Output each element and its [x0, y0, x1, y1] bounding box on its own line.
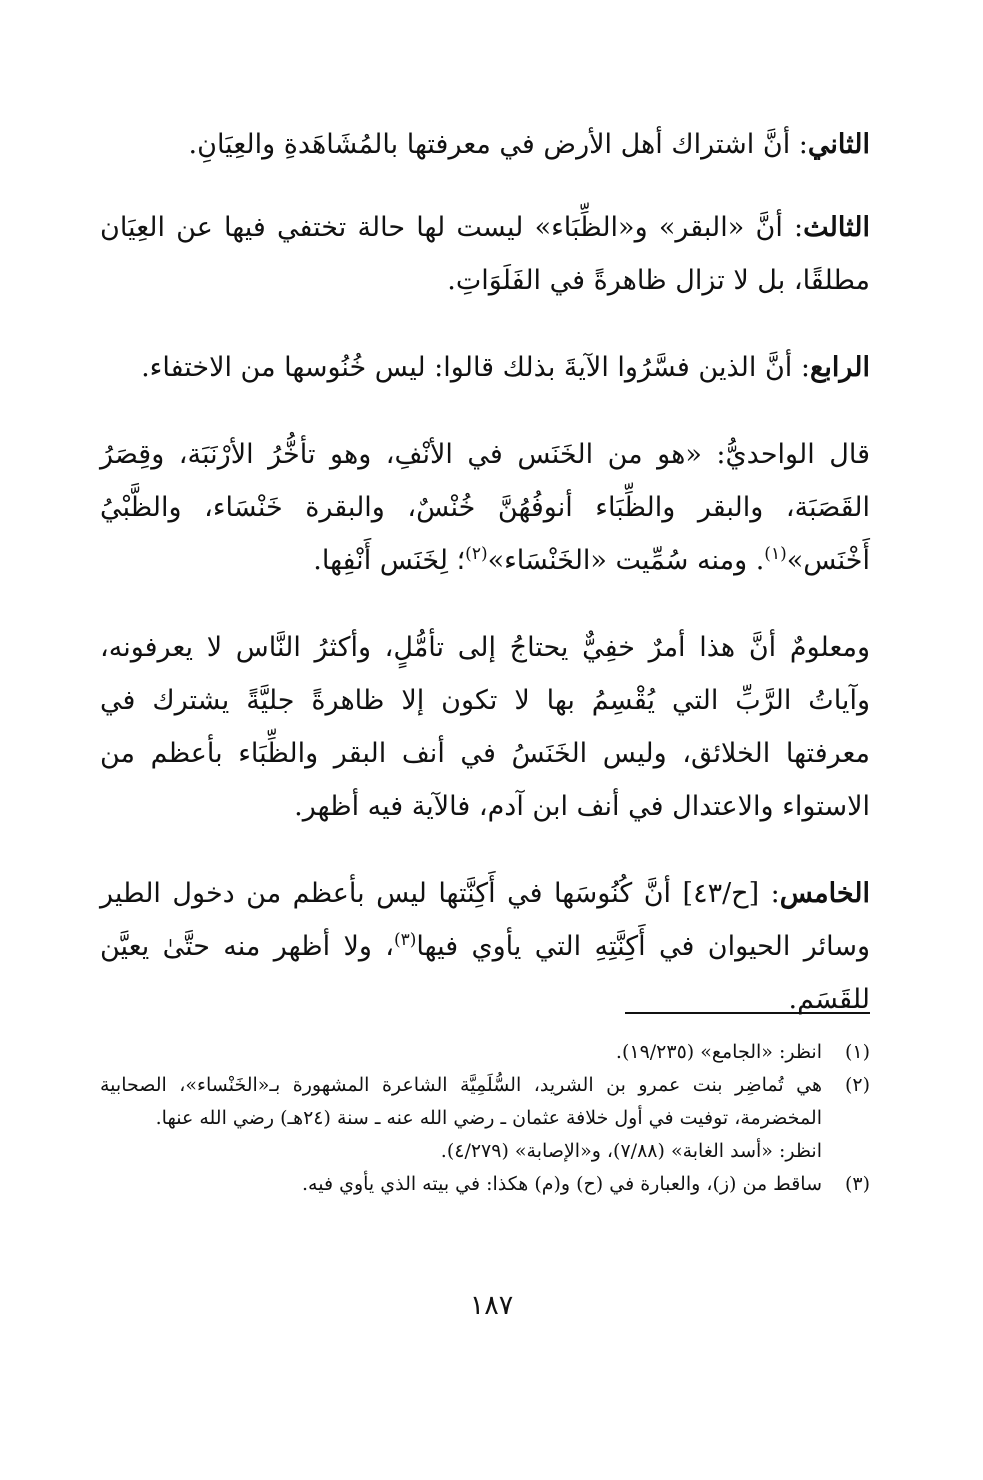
- footnote-3: [100, 1168, 870, 1201]
- page-number: ١٨٧: [469, 1290, 514, 1321]
- point-label-fifth: الخامس: [779, 878, 870, 909]
- footnote-text: انظر: «الجامع» (١٩/٢٣٥).: [615, 1041, 822, 1063]
- paragraph-text: ، ولا أظهر منه حتَّىٰ يعيَّن للقَسَم.: [100, 931, 870, 1015]
- point-label-fourth: الرابع: [809, 352, 870, 383]
- footnote-1: [100, 1036, 870, 1069]
- point-label-third: الثالث: [803, 212, 870, 243]
- paragraph-text: : أنَّ «البقر» و«الظِّبَاء» ليست لها حالة تختفي فيها عن العِيَان مطلقًا، بل لا تزال ظاهرةً في الفَلَوَاتِ.: [100, 212, 870, 296]
- footnote-2: [100, 1069, 870, 1135]
- paragraph-text: قال الواحديُّ: «هو من الخَنَس في الأنْفِ، وهو تأخُّرُ الأرْنَبَة، وقِصَرُ القَصَبَة، والبقر والظِّبَاء أنوفُهُنَّ خُنْسٌ، والبقرة خَنْسَاء، والظَّبْيُ أَخْنَس»: [100, 439, 870, 576]
- paragraph-fourth-point: [100, 341, 870, 394]
- paragraph-fifth-point: [100, 867, 870, 1026]
- paragraph-third-point: [100, 201, 870, 307]
- paragraph-text: : [ح/٤٣] أنَّ كُنُوسَها في أَكِنَّتها ليس بأعظم من دخول الطير وسائر الحيوان في أَكِنَّتِهِ التي يأوي فيها: [100, 878, 870, 962]
- point-label-second: الثاني: [807, 129, 870, 160]
- main-text: [100, 118, 870, 1060]
- footnote-number: (٢): [844, 1074, 870, 1096]
- footnote-number: (٣): [844, 1173, 870, 1195]
- footnote-ref-3[interactable]: (٣): [393, 930, 417, 950]
- footnote-ref-2[interactable]: (٢): [465, 544, 488, 564]
- paragraph-known-matter: [100, 621, 870, 833]
- footnote-ref-1[interactable]: (١): [764, 544, 787, 564]
- footnote-text: ساقط من (ز)، والعبارة في (ح) و(م) هكذا: في بيته الذي يأوي فيه.: [301, 1173, 822, 1195]
- paragraph-wahidi-quote: [100, 428, 870, 587]
- paragraph-text: ؛ لِخَنَس أَنْفِها.: [313, 545, 466, 576]
- footnotes: [100, 1036, 870, 1201]
- paragraph-text: . ومنه سُمِّيت «الخَنْسَاء»: [487, 545, 765, 576]
- footnote-number: (١): [844, 1041, 870, 1063]
- footnote-separator: [625, 1012, 870, 1014]
- paragraph-text: ومعلومٌ أنَّ هذا أمرٌ خفِيٌّ يحتاجُ إلى تأمُّلٍ، وأكثرُ النَّاس لا يعرفونه، وآياتُ الرَّبِّ التي يُقْسِمُ بها لا تكون إلا ظاهرةً جليَّةً يشترك في معرفتها الخلائق، وليس الخَنَسُ في أنف البقر والظِّبَاء بأعظم من الاستواء والاعتدال في أنف ابن آدم، فالآية فيه أظهر.: [100, 632, 870, 822]
- paragraph-text: : أنَّ الذين فسَّرُوا الآيةَ بذلك قالوا: ليس خُنُوسها من الاختفاء.: [141, 352, 810, 383]
- footnote-text: هي تُماضِر بنت عمرو بن الشريد، السُّلَمِيَّة الشاعرة المشهورة بـ«الخَنْساء»، الصحابية المخضرمة، توفيت في أول خلافة عثمان ـ رضي الله عنه ـ سنة (٢٤هـ) رضي الله عنها.: [100, 1074, 822, 1129]
- paragraph-text: : أنَّ اشتراك أهل الأرض في معرفتها بالمُشَاهَدةِ والعِيَانِ.: [188, 129, 808, 160]
- footnote-text: انظر: «أسد الغابة» (٧/٨٨)، و«الإصابة» (٤/٢٧٩).: [440, 1140, 822, 1162]
- paragraph-second-point: [100, 118, 870, 171]
- footnote-2-source: [100, 1135, 870, 1168]
